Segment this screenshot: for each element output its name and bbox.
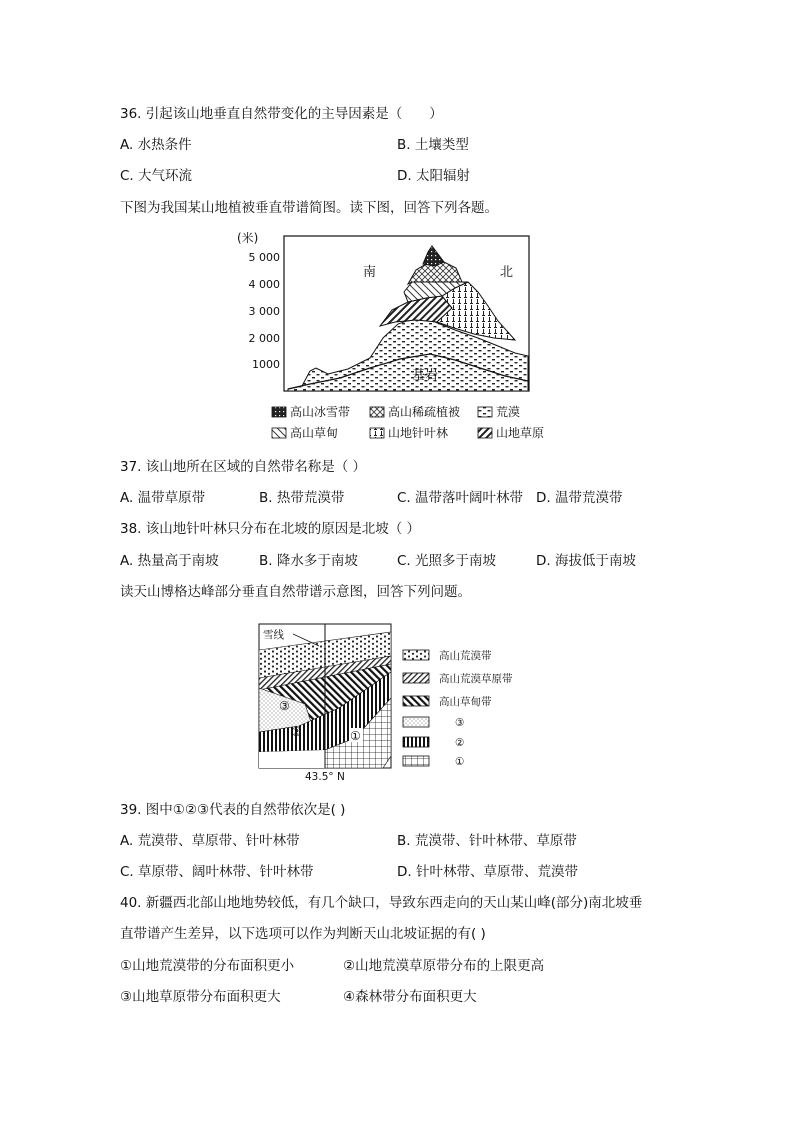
label-bedrock: 基岩 bbox=[412, 368, 439, 383]
label-zone-2: ② bbox=[291, 725, 302, 739]
intro-figure2: 读天山博格达峰部分垂直自然带谱示意图，回答下列问题。 bbox=[120, 584, 471, 600]
q37-option-c: C. 温带落叶阔叶林带 bbox=[397, 490, 524, 506]
q40-option-3: ③山地草原带分布面积更大 bbox=[120, 989, 281, 1005]
label-zone-1: ① bbox=[350, 729, 361, 743]
legend-label-sparse: 高山稀疏植被 bbox=[388, 405, 461, 419]
q38-stem: 38. 该山地针叶林只分布在北坡的原因是北坡（ ） bbox=[120, 521, 421, 537]
q36-option-a: A. 水热条件 bbox=[120, 137, 192, 153]
legend-swatch-desert bbox=[478, 407, 492, 417]
figure-bogda-zonation bbox=[255, 620, 555, 782]
legend-swatch-steppe bbox=[478, 428, 492, 438]
q40-stem-line2: 直带谱产生差异，以下选项可以作为判断天山北坡证据的有( ) bbox=[120, 926, 486, 942]
q40-option-4: ④森林带分布面积更大 bbox=[343, 989, 477, 1005]
q40-stem-line1: 40. 新疆西北部山地地势较低，有几个缺口，导致东西走向的天山某山峰(部分)南北坡垂 bbox=[120, 895, 643, 911]
legend2-label-meadow: 高山草甸带 bbox=[439, 696, 492, 708]
q38-option-a: A. 热量高于南坡 bbox=[120, 553, 219, 569]
legend-swatch-sparse bbox=[370, 407, 384, 417]
legend2-label-1: ① bbox=[455, 756, 465, 768]
q40-option-2: ②山地荒漠草原带分布的上限更高 bbox=[343, 958, 545, 974]
q36-option-d: D. 太阳辐射 bbox=[397, 168, 470, 184]
legend2-label-desert: 高山荒漠带 bbox=[439, 650, 492, 662]
q38-option-b: B. 降水多于南坡 bbox=[259, 553, 358, 569]
figure-mountain-vegetation bbox=[230, 226, 570, 450]
legend-label-conifer: 山地针叶林 bbox=[388, 426, 449, 440]
q38-option-c: C. 光照多于南坡 bbox=[397, 553, 497, 569]
q38-option-d: D. 海拔低于南坡 bbox=[536, 553, 636, 569]
label-north: 北 bbox=[500, 265, 514, 280]
q36-option-c: C. 大气环流 bbox=[120, 168, 193, 184]
legend-label-meadow: 高山草甸 bbox=[290, 426, 339, 440]
q37-option-a: A. 温带草原带 bbox=[120, 490, 206, 506]
q39-option-c: C. 草原带、阔叶林带、针叶林带 bbox=[120, 864, 314, 880]
q39-option-d: D. 针叶林带、草原带、荒漠带 bbox=[397, 864, 578, 880]
legend-swatch-meadow bbox=[272, 428, 286, 438]
q36-option-b: B. 土壤类型 bbox=[397, 137, 469, 153]
q39-option-b: B. 荒漠带、针叶林带、草原带 bbox=[397, 833, 577, 849]
legend-label-steppe: 山地草原 bbox=[496, 426, 545, 440]
intro-figure1: 下图为我国某山地植被垂直带谱简图。读下图，回答下列各题。 bbox=[120, 200, 498, 216]
legend-swatch-conifer bbox=[370, 428, 384, 438]
y-tick-2000: 2 000 bbox=[248, 332, 280, 345]
q39-option-a: A. 荒漠带、草原带、针叶林带 bbox=[120, 833, 300, 849]
legend-swatch-snow bbox=[272, 407, 286, 417]
y-tick-3000: 3 000 bbox=[248, 305, 280, 318]
q40-option-1: ①山地荒漠带的分布面积更小 bbox=[120, 958, 295, 974]
q39-stem: 39. 图中①②③代表的自然带依次是( ) bbox=[120, 802, 346, 818]
y-tick-4000: 4 000 bbox=[248, 278, 280, 291]
legend-label-snow: 高山冰雪带 bbox=[290, 405, 351, 419]
label-south: 南 bbox=[363, 265, 377, 280]
legend2-label-2: ② bbox=[455, 737, 465, 749]
legend2-label-3: ③ bbox=[455, 717, 465, 729]
y-axis-unit: (米) bbox=[237, 231, 259, 245]
y-tick-1000: 1000 bbox=[252, 358, 280, 371]
legend2-label-desert-steppe: 高山荒漠草原带 bbox=[439, 673, 513, 685]
q36-stem: 36. 引起该山地垂直自然带变化的主导因素是（ ） bbox=[120, 106, 443, 122]
q37-option-b: B. 热带荒漠带 bbox=[259, 490, 345, 506]
label-snowline: 雪线 bbox=[263, 629, 284, 641]
y-tick-5000: 5 000 bbox=[248, 251, 280, 264]
q37-stem: 37. 该山地所在区域的自然带名称是（ ） bbox=[120, 459, 367, 475]
legend-label-desert: 荒漠 bbox=[496, 405, 521, 419]
q37-option-d: D. 温带荒漠带 bbox=[536, 490, 623, 506]
label-zone-3: ③ bbox=[279, 699, 290, 713]
label-latitude: 43.5° N bbox=[305, 771, 345, 782]
